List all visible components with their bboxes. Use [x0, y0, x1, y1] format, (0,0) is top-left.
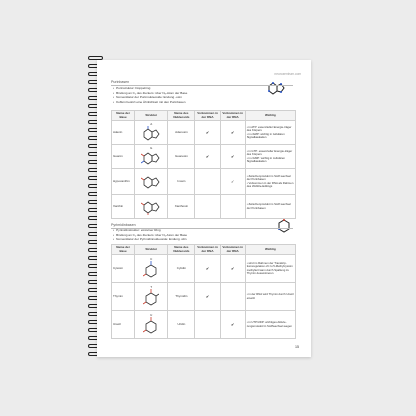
- purine-bullet: • Koffein besitzt eine Ähnlichkeit mit den Purinbasen: [113, 100, 187, 105]
- dna-check: ✔: [195, 283, 220, 311]
- table-row: [112, 195, 296, 219]
- notes-cell: [245, 255, 295, 283]
- purine-bullet: • Purinstruktur: Doppelring: [113, 86, 187, 91]
- col-header: Struktur: [135, 111, 168, 121]
- col-header: Vorkommen in der RNA: [220, 111, 245, 121]
- base-name: Xanthin: [112, 195, 135, 219]
- table-row: [112, 283, 296, 311]
- adenine-structure-icon: [141, 126, 161, 142]
- pyrimidine-table-header: [112, 245, 296, 255]
- col-header: Name der Base: [112, 111, 135, 121]
- notes-cell: [245, 283, 295, 311]
- base-abbr: G: [150, 145, 153, 150]
- uracil-structure-icon: [143, 317, 159, 335]
- col-header: Vorkommen in der RNA: [220, 245, 245, 255]
- notes-cell: [245, 169, 295, 195]
- dna-check: [195, 169, 220, 195]
- col-header: Vorkommen in der DNA: [195, 111, 220, 121]
- table-row: [112, 255, 296, 283]
- note: • in UTP/UDP: wichtiges Aktivie-rungsmolekül in Stoffwechsel-wegen: [247, 321, 294, 328]
- nucleoside-name: Uridin: [168, 311, 195, 339]
- nucleoside-name: Cytidin: [168, 255, 195, 283]
- rna-check: [220, 283, 245, 311]
- structure-cell: [135, 169, 168, 195]
- note: • in cGMP: wichtig in zellulären Signalkaskaden: [247, 157, 294, 164]
- note: • Vorkommen in der RNA als Rahmen des Wobble-Editings: [247, 182, 294, 189]
- header-url: neurozentrum.com: [274, 72, 301, 76]
- dna-check: ✔: [195, 255, 220, 283]
- cytosine-structure-icon: [143, 261, 159, 279]
- notes-cell: [245, 145, 295, 169]
- dna-check: ✔: [195, 145, 220, 169]
- base-abbr: U: [150, 312, 153, 317]
- pyrimidine-table: [111, 244, 296, 339]
- rna-check: ✔: [220, 145, 245, 169]
- col-header: Wichtig: [245, 245, 295, 255]
- guanine-structure-icon: [141, 150, 161, 166]
- note: • in der RNA wird Thymin durch Uracil ersetzt: [247, 293, 294, 300]
- col-header: Wichtig: [245, 111, 295, 121]
- table-row: [112, 121, 296, 145]
- col-header: Struktur: [135, 245, 168, 255]
- pyrimidine-bullet-list: [113, 228, 187, 242]
- purine-table: [111, 110, 296, 219]
- col-header: Vorkommen in der DNA: [195, 245, 220, 255]
- notes-cell: [245, 195, 295, 219]
- base-abbr: T: [150, 284, 153, 289]
- structure-cell: [135, 145, 168, 169]
- pyrimidine-bullet: • Nomenklatur der Pyrimidinnukleoside: Endung -idin: [113, 237, 187, 242]
- col-header: Name des Nukleosids: [168, 111, 195, 121]
- table-row: [112, 311, 296, 339]
- note: • Zwischenprodukt im Stoff-wechsel der Purinbasen: [247, 203, 294, 210]
- col-header: Name der Base: [112, 245, 135, 255]
- purine-table-header: [112, 111, 296, 121]
- dna-check: [195, 311, 220, 339]
- notes-cell: [245, 121, 295, 145]
- pyrimidine-bullet: • Pyrimidinstruktur: einzelner Ring: [113, 228, 187, 233]
- purine-bullet-list: [113, 86, 187, 104]
- nucleoside-name: Guanosin: [168, 145, 195, 169]
- note: • in ATP: essenzieller Energie-träger des Körpers: [247, 126, 294, 133]
- rna-check: ✓: [220, 169, 245, 195]
- structure-cell: [135, 311, 168, 339]
- col-header: Name des Nukleosids: [168, 245, 195, 255]
- structure-cell: [135, 255, 168, 283]
- base-name: Uracil: [112, 311, 135, 339]
- xanthine-structure-icon: [141, 199, 161, 215]
- rna-check: ✔: [220, 311, 245, 339]
- base-name: Adenin: [112, 121, 135, 145]
- notes-cell: [245, 311, 295, 339]
- structure-cell: [135, 195, 168, 219]
- thymine-structure-icon: [143, 289, 159, 307]
- rna-check: [220, 195, 245, 219]
- dna-check: ✔: [195, 121, 220, 145]
- rna-check: ✔: [220, 121, 245, 145]
- purine-section-title: Purinbasen: [111, 80, 293, 86]
- base-name: Thymin: [112, 283, 135, 311]
- base-name: Hypoxanthin: [112, 169, 135, 195]
- hypoxanthine-structure-icon: [141, 174, 161, 190]
- base-name: Cytosin: [112, 255, 135, 283]
- nucleoside-name: Adenosin: [168, 121, 195, 145]
- pyrimidine-bullet: • Bindung an C₁ des Zuckers: über N₁-Atom der Base: [113, 233, 187, 238]
- page-number: 15: [295, 345, 299, 349]
- purine-bullet: • Nomenklatur der Purinnukleoside: Endung -osin: [113, 95, 187, 100]
- structure-cell: [135, 283, 168, 311]
- table-row: [112, 145, 296, 169]
- note: • in GTP: essenzieller Energie-träger des Körpers: [247, 150, 294, 157]
- nucleoside-name: Xanthosin: [168, 195, 195, 219]
- notebook-page: [97, 60, 311, 357]
- note: • wird im Rahmen der Transkrip-tionsregulation oft zu 5-Methylcytosin methyliert kann durch Spaltung zu Thymin desaminieren: [247, 262, 294, 276]
- nucleoside-name: Inosin: [168, 169, 195, 195]
- note: • in cAMP: wichtig in zellulären Signalkaskaden: [247, 133, 294, 140]
- table-row: [112, 169, 296, 195]
- dna-check: [195, 195, 220, 219]
- pyrimidine-section-title: Pyrimidinbasen: [111, 223, 293, 229]
- note: • Zwischenprodukt im Stoff-wechsel der Purinbasen: [247, 175, 294, 182]
- base-abbr: C: [150, 256, 153, 261]
- structure-cell: [135, 121, 168, 145]
- base-abbr: A: [150, 121, 153, 126]
- nucleoside-name: Thymidin: [168, 283, 195, 311]
- base-name: Guanin: [112, 145, 135, 169]
- rna-check: ✔: [220, 255, 245, 283]
- purine-bullet: • Bindung an C₁ des Zuckers: über N₉-Atom der Base: [113, 91, 187, 96]
